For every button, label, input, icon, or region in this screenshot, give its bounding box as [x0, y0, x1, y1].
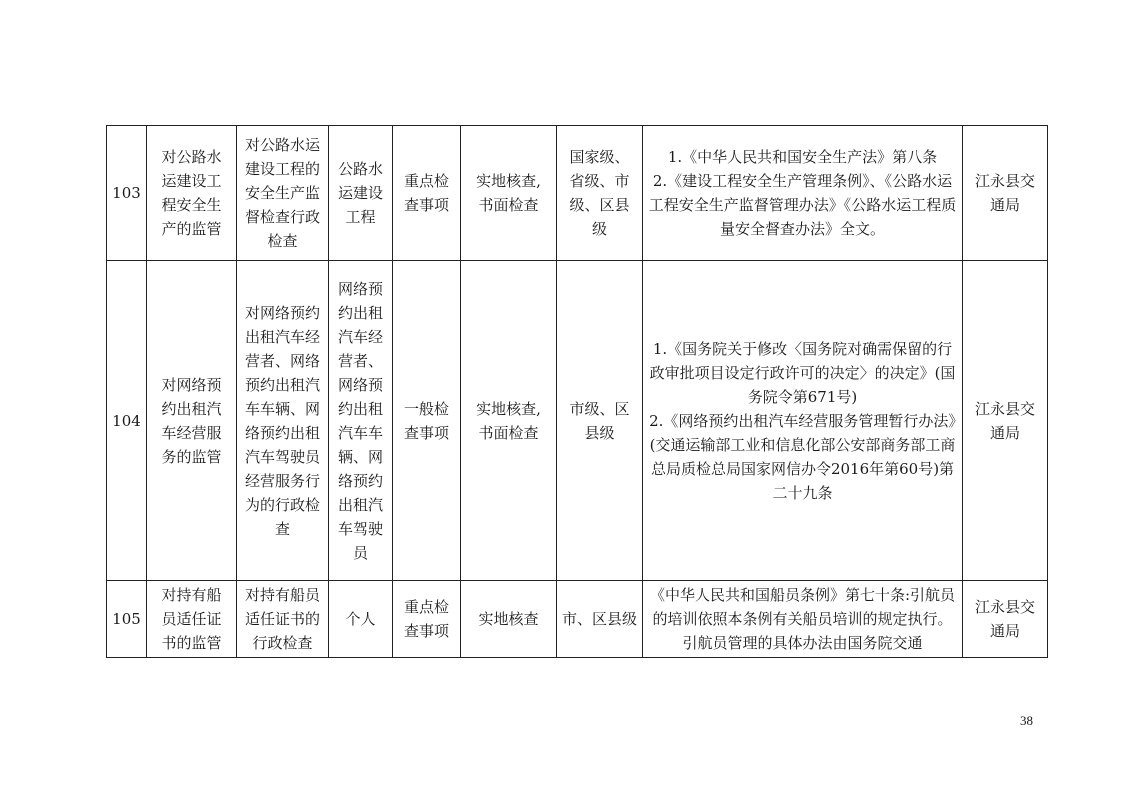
inspection-object: 网络预约出租汽车经营者、网络预约出租汽车车辆、网络预约出租汽车驾驶员: [329, 261, 393, 581]
inspection-method: 实地核查,书面检查: [461, 126, 557, 261]
legal-basis: [643, 261, 963, 581]
row-number: 103: [107, 126, 147, 261]
inspection-method: 实地核查,书面检查: [461, 261, 557, 581]
inspection-content: 对持有船员适任证书的行政检查: [237, 581, 329, 658]
responsible-department: 江永县交通局: [963, 261, 1048, 581]
table-row: [107, 581, 1048, 658]
inspection-level: 国家级、省级、市级、区县级: [557, 126, 643, 261]
supervision-item: 对网络预约出租汽车经营服务的监管: [147, 261, 237, 581]
inspection-level: 市、区县级: [557, 581, 643, 658]
item-category: 重点检查事项: [393, 126, 461, 261]
inspection-object: 公路水运建设工程: [329, 126, 393, 261]
inspection-level: 市级、区县级: [557, 261, 643, 581]
inspection-object: 个人: [329, 581, 393, 658]
table-row: [107, 126, 1048, 261]
legal-basis-line: 2.《建设工程安全生产管理条例》、《公路水运工程安全生产监督管理办法》《公路水运工程质量安全督查办法》全文。: [648, 172, 957, 238]
row-number: 104: [107, 261, 147, 581]
supervision-item: 对持有船员适任证书的监管: [147, 581, 237, 658]
legal-basis-line: 《中华人民共和国船员条例》第七十条:引航员的培训依照本条例有关船员培训的规定执行。引航员管理的具体办法由国务院交通: [649, 586, 956, 652]
item-category: 重点检查事项: [393, 581, 461, 658]
legal-basis-line: 1.《中华人民共和国安全生产法》第八条: [667, 148, 938, 166]
table-row: [107, 261, 1048, 581]
inspection-content: 对公路水运建设工程的安全生产监督检查行政检查: [237, 126, 329, 261]
responsible-department: 江永县交通局: [963, 126, 1048, 261]
legal-basis-line: 1.《国务院关于修改〈国务院对确需保留的行政审批项目设定行政许可的决定〉的决定》(国务院令第671号): [649, 339, 956, 406]
inspection-table: [106, 125, 1048, 658]
supervision-item: 对公路水运建设工程安全生产的监管: [147, 126, 237, 261]
page-number: 38: [1020, 713, 1033, 728]
item-category: 一般检查事项: [393, 261, 461, 581]
legal-basis: [643, 126, 963, 261]
inspection-content: 对网络预约出租汽车经营者、网络预约出租汽车车辆、网络预约出租汽车驾驶员经营服务行为的行政检查: [237, 261, 329, 581]
responsible-department: 江永县交通局: [963, 581, 1048, 658]
legal-basis-line: 2.《网络预约出租汽车经营服务管理暂行办法》(交通运输部工业和信息化部公安部商务部工商总局质检总局国家网信办令2016年第60号)第二十九条: [649, 411, 956, 502]
inspection-method: 实地核查: [461, 581, 557, 658]
legal-basis: [643, 581, 963, 658]
row-number: 105: [107, 581, 147, 658]
